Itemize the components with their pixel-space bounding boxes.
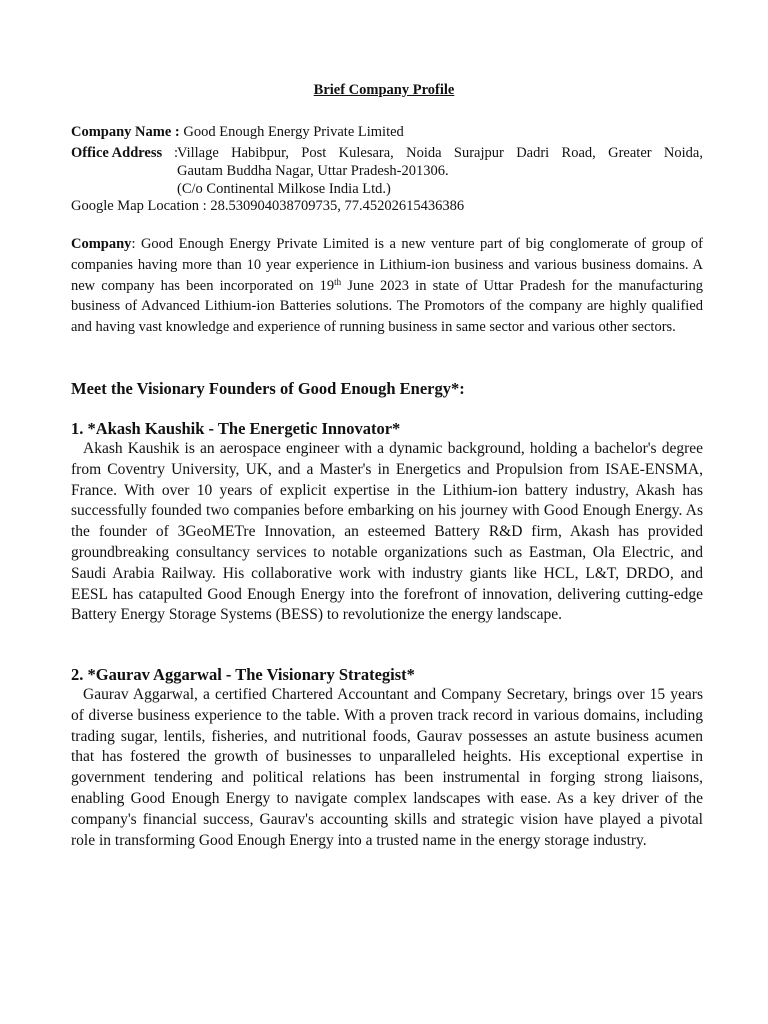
founder1-heading: 1. *Akash Kaushik - The Energetic Innovator*	[71, 419, 401, 438]
google-map-location: Google Map Location : 28.530904038709735, 77.45202615436386	[71, 198, 465, 214]
office-address-line: Village Habibpur, Post Kulesara, Noida Surajpur Dadri Road, Greater Noida,	[177, 145, 703, 161]
date-superscript: th	[334, 276, 342, 287]
company-text: June 2023 in state of Uttar Pradesh for the manufacturing business of Advanced Lithium-ion Batteries solutions. The Promotors of the company are highly qualified and having vast knowledge and experience of running business in same sector and various other sectors.	[71, 277, 703, 336]
office-address-value	[177, 144, 703, 198]
company-name-line	[71, 123, 703, 141]
company-name-value: Good Enough Energy Private Limited	[183, 124, 404, 140]
office-address-colon: :	[174, 145, 179, 161]
office-address-label: Office Address	[71, 145, 163, 161]
company-name-label: Company Name :	[71, 124, 180, 140]
founder2-description: Gaurav Aggarwal, a certified Chartered Accountant and Company Secretary, brings over 15 years of diverse business experience to the table. With a proven track record in various domains, including trading sugar, lentils, fisheries, and nutritional foods, Gaurav possesses an astute business acumen that has fostered the growth of businesses to unparalleled heights. His exceptional expertise in government tendering and political relations has been instrumental in forging strong liaisons, enabling Good Enough Energy to navigate complex landscapes with ease. As a key driver of the company's financial success, Gaurav's accounting skills and strategic vision have played a pivotal role in transforming Good Enough Energy into a trusted name in the energy storage industry.	[71, 686, 703, 849]
founder1-description: Akash Kaushik is an aerospace engineer with a dynamic background, holding a bachelor's degree from Coventry University, UK, and a Master's in Energetics and Propulsion from ISAE-ENSMA, France. With over 10 years of explicit expertise in the Lithium-ion battery industry, Akash has successfully founded two companies before embarking on his journey with Good Enough Energy. As the founder of 3GeoMETre Innovation, an esteemed Battery R&D firm, Akash has provided groundbreaking consultancy services to notable organizations such as Eastman, Ola Electric, and Saudi Arabia Railway. His collaborative work with industry giants like HCL, L&T, DRDO, and EESL has catapulted Good Enough Energy into the forefront of innovation, delivering cutting-edge Battery Energy Storage Systems (BESS) to revolutionize the energy landscape.	[71, 440, 703, 624]
company-text: : Good Enough Energy Private Limited is a new venture part of big conglomerate of group of companies having more than 10 year experience in Lithium-ion business and various business domains. A new company has been incorporated on 19	[71, 236, 703, 294]
founder2-heading: 2. *Gaurav Aggarwal - The Visionary Strategist*	[71, 665, 415, 684]
page-title: Brief Company Profile	[313, 82, 455, 98]
company-description	[71, 234, 703, 338]
founders-heading: Meet the Visionary Founders of Good Enough Energy*:	[71, 379, 465, 398]
office-address-line: Gautam Buddha Nagar, Uttar Pradesh-201306.	[177, 163, 449, 179]
office-address-line: (C/o Continental Milkose India Ltd.)	[177, 181, 391, 197]
company-label: Company	[71, 236, 132, 252]
